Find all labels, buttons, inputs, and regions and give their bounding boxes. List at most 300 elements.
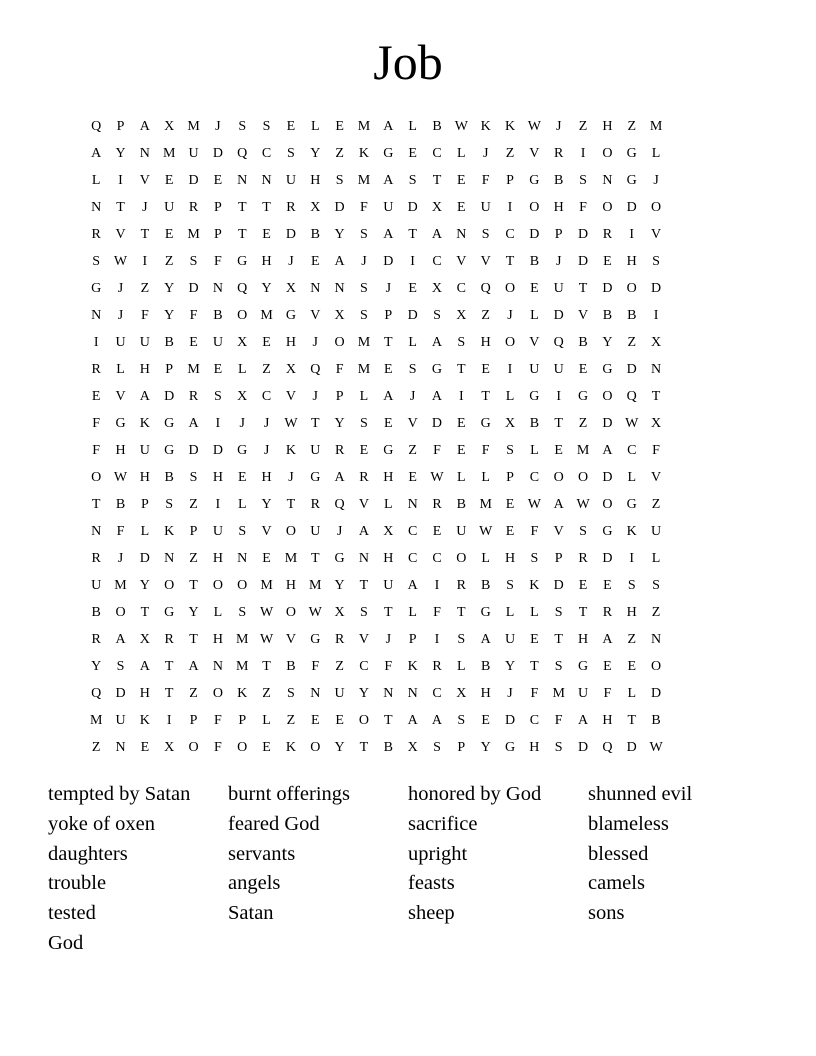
grid-letter: U bbox=[553, 362, 564, 377]
grid-letter: Y bbox=[261, 497, 272, 512]
grid-letter: Z bbox=[651, 497, 661, 512]
grid-letter: Q bbox=[553, 335, 564, 350]
grid-letter: U bbox=[383, 200, 394, 215]
grid-letter: B bbox=[164, 335, 174, 350]
grid-letter: T bbox=[237, 227, 247, 242]
grid-letter: M bbox=[357, 173, 371, 188]
grid-letter: I bbox=[166, 713, 172, 728]
grid-letter: H bbox=[285, 578, 296, 593]
grid-row bbox=[84, 275, 732, 302]
grid-letter: Z bbox=[164, 254, 174, 269]
grid-letter: O bbox=[164, 578, 175, 593]
grid-letter: E bbox=[164, 227, 174, 242]
grid-letter: E bbox=[359, 443, 369, 458]
grid-letter: U bbox=[651, 524, 662, 539]
grid-letter: F bbox=[554, 713, 563, 728]
grid-letter: G bbox=[626, 497, 637, 512]
grid-letter: E bbox=[603, 578, 612, 593]
grid-letter: F bbox=[213, 713, 222, 728]
grid-letter: I bbox=[629, 551, 635, 566]
grid-letter: R bbox=[188, 389, 199, 404]
grid-letter: J bbox=[385, 281, 392, 296]
grid-letter: G bbox=[626, 146, 637, 161]
grid-letter: G bbox=[164, 443, 175, 458]
grid-letter: L bbox=[651, 551, 661, 566]
grid-letter: Z bbox=[262, 686, 271, 701]
grid-letter: I bbox=[507, 200, 513, 215]
grid-letter: G bbox=[577, 389, 589, 404]
grid-letter: C bbox=[529, 470, 540, 485]
grid-letter: G bbox=[529, 389, 540, 404]
grid-letter: P bbox=[384, 308, 393, 323]
grid-letter: A bbox=[383, 119, 394, 134]
grid-letter: A bbox=[383, 173, 394, 188]
grid-letter: H bbox=[261, 254, 272, 269]
grid-letter: D bbox=[626, 200, 637, 215]
grid-letter: Z bbox=[91, 740, 101, 755]
grid-letter: J bbox=[409, 389, 416, 404]
grid-letter: S bbox=[360, 416, 368, 431]
grid-letter: T bbox=[578, 605, 588, 620]
grid-letter: T bbox=[286, 497, 296, 512]
grid-letter: O bbox=[237, 578, 248, 593]
grid-letter: S bbox=[360, 605, 368, 620]
grid-letter: N bbox=[383, 686, 394, 701]
grid-letter: V bbox=[407, 416, 418, 431]
grid-row bbox=[84, 437, 732, 464]
grid-letter: T bbox=[432, 173, 442, 188]
grid-letter: T bbox=[554, 416, 563, 431]
grid-letter: X bbox=[504, 416, 516, 431]
grid-letter: D bbox=[285, 227, 296, 242]
grid-letter: F bbox=[116, 524, 125, 539]
grid-letter: A bbox=[115, 632, 126, 647]
grid-letter: W bbox=[430, 470, 444, 485]
grid-letter: K bbox=[480, 119, 491, 134]
grid-letter: Y bbox=[261, 281, 272, 296]
grid-letter: O bbox=[651, 659, 662, 674]
grid-letter: V bbox=[115, 227, 126, 242]
grid-letter: C bbox=[407, 551, 418, 566]
grid-letter: G bbox=[310, 632, 321, 647]
grid-letter: F bbox=[603, 686, 612, 701]
word-list-item: upright bbox=[408, 842, 468, 865]
grid-letter: H bbox=[115, 443, 126, 458]
grid-letter: M bbox=[479, 497, 492, 512]
grid-letter: R bbox=[91, 632, 101, 647]
grid-letter: H bbox=[285, 335, 296, 350]
grid-letter: Y bbox=[334, 740, 345, 755]
grid-letter: R bbox=[91, 362, 101, 377]
grid-letter: S bbox=[238, 524, 247, 539]
grid-letter: V bbox=[358, 497, 370, 512]
grid-letter: S bbox=[554, 605, 563, 620]
grid-letter: M bbox=[260, 308, 273, 323]
grid-letter: B bbox=[213, 308, 223, 323]
grid-letter: D bbox=[651, 686, 662, 701]
grid-letter: A bbox=[577, 713, 589, 728]
grid-letter: W bbox=[113, 470, 128, 485]
grid-letter: N bbox=[237, 173, 248, 188]
grid-letter: T bbox=[578, 281, 588, 296]
grid-letter: J bbox=[555, 119, 562, 134]
grid-letter: D bbox=[602, 416, 613, 431]
grid-letter: E bbox=[505, 524, 515, 539]
grid-letter: C bbox=[456, 281, 466, 296]
grid-letter: J bbox=[482, 146, 489, 161]
grid-letter: R bbox=[164, 632, 174, 647]
page-title: Job bbox=[373, 34, 443, 90]
grid-letter: V bbox=[310, 308, 321, 323]
grid-letter: E bbox=[213, 362, 223, 377]
grid-letter: H bbox=[529, 740, 540, 755]
grid-letter: X bbox=[651, 416, 662, 431]
grid-letter: L bbox=[530, 605, 539, 620]
grid-letter: G bbox=[164, 605, 175, 620]
grid-letter: O bbox=[310, 740, 321, 755]
grid-letter: G bbox=[529, 173, 540, 188]
grid-letter: N bbox=[358, 551, 370, 566]
grid-letter: C bbox=[432, 686, 442, 701]
grid-row bbox=[84, 599, 732, 626]
grid-letter: S bbox=[213, 389, 222, 404]
grid-letter: I bbox=[93, 335, 99, 350]
grid-letter: X bbox=[310, 200, 321, 215]
grid-letter: F bbox=[530, 686, 539, 701]
grid-letter: X bbox=[456, 686, 467, 701]
grid-letter: M bbox=[236, 632, 249, 647]
grid-row bbox=[84, 545, 732, 572]
grid-letter: F bbox=[140, 308, 149, 323]
grid-letter: A bbox=[188, 416, 199, 431]
grid-letter: S bbox=[433, 740, 441, 755]
grid-letter: N bbox=[212, 659, 223, 674]
grid-letter: T bbox=[189, 578, 198, 593]
grid-letter: P bbox=[189, 524, 198, 539]
word-list-item: yoke of oxen bbox=[48, 812, 156, 835]
grid-letter: Z bbox=[481, 308, 490, 323]
grid-letter: N bbox=[139, 146, 150, 161]
grid-letter: F bbox=[213, 254, 222, 269]
grid-letter: E bbox=[384, 362, 393, 377]
grid-letter: J bbox=[288, 470, 294, 485]
grid-letter: F bbox=[335, 362, 344, 377]
grid-row bbox=[84, 491, 732, 518]
grid-letter: T bbox=[164, 659, 174, 674]
grid-letter: F bbox=[433, 443, 441, 458]
grid-letter: L bbox=[213, 605, 223, 620]
grid-letter: H bbox=[212, 632, 223, 647]
grid-letter: E bbox=[530, 632, 539, 647]
grid-letter: S bbox=[554, 740, 563, 755]
grid-letter: D bbox=[602, 470, 613, 485]
grid-letter: S bbox=[287, 686, 295, 701]
grid-letter: H bbox=[261, 470, 272, 485]
grid-letter: P bbox=[140, 497, 149, 512]
grid-letter: O bbox=[602, 389, 613, 404]
grid-letter: E bbox=[262, 740, 271, 755]
grid-letter: O bbox=[212, 686, 223, 701]
grid-letter: C bbox=[505, 227, 515, 242]
grid-letter: S bbox=[360, 227, 368, 242]
word-list-item: blameless bbox=[588, 812, 669, 835]
grid-letter: S bbox=[506, 578, 514, 593]
word-list-item: burnt offerings bbox=[228, 783, 351, 805]
grid-letter: I bbox=[142, 254, 148, 269]
grid-letter: D bbox=[212, 443, 223, 458]
word-list-item: sheep bbox=[408, 902, 455, 925]
grid-letter: Y bbox=[91, 659, 102, 674]
grid-letter: W bbox=[576, 497, 590, 512]
grid-letter: N bbox=[407, 686, 418, 701]
grid-letter: N bbox=[456, 227, 467, 242]
grid-letter: V bbox=[553, 524, 564, 539]
grid-letter: H bbox=[504, 551, 516, 566]
grid-letter: S bbox=[335, 173, 344, 188]
grid-letter: R bbox=[334, 443, 345, 458]
grid-letter: Y bbox=[139, 578, 150, 593]
grid-letter: B bbox=[529, 416, 540, 431]
grid-letter: D bbox=[651, 281, 662, 296]
grid-letter: H bbox=[383, 470, 394, 485]
grid-letter: Z bbox=[408, 443, 417, 458]
word-list-item: camels bbox=[588, 872, 645, 895]
grid-letter: P bbox=[213, 200, 222, 215]
grid-letter: E bbox=[578, 362, 588, 377]
grid-letter: G bbox=[91, 281, 102, 296]
grid-letter: C bbox=[432, 254, 442, 269]
grid-letter: E bbox=[432, 524, 442, 539]
letter-grid bbox=[84, 113, 732, 761]
grid-letter: A bbox=[602, 443, 613, 458]
grid-letter: Z bbox=[140, 281, 150, 296]
grid-letter: V bbox=[577, 308, 589, 323]
grid-letter: S bbox=[481, 227, 490, 242]
grid-letter: E bbox=[140, 740, 150, 755]
grid-letter: A bbox=[431, 335, 443, 350]
grid-letter: W bbox=[454, 119, 468, 134]
grid-letter: O bbox=[602, 497, 613, 512]
word-list-item: angels bbox=[228, 872, 281, 895]
grid-row bbox=[84, 653, 732, 680]
grid-letter: L bbox=[457, 146, 466, 161]
grid-letter: L bbox=[457, 659, 466, 674]
grid-letter: U bbox=[164, 200, 175, 215]
grid-letter: X bbox=[456, 308, 467, 323]
grid-letter: J bbox=[555, 254, 562, 269]
grid-letter: O bbox=[285, 605, 296, 620]
grid-letter: W bbox=[527, 119, 541, 134]
grid-letter: S bbox=[627, 578, 636, 593]
grid-letter: A bbox=[407, 713, 418, 728]
grid-letter: M bbox=[357, 119, 371, 134]
grid-letter: Z bbox=[627, 335, 637, 350]
grid-letter: T bbox=[310, 551, 320, 566]
grid-letter: J bbox=[117, 281, 124, 296]
grid-letter: U bbox=[139, 443, 150, 458]
grid-letter: B bbox=[529, 254, 540, 269]
grid-letter: F bbox=[530, 524, 539, 539]
grid-letter: U bbox=[139, 335, 150, 350]
grid-letter: S bbox=[238, 119, 247, 134]
grid-letter: I bbox=[458, 389, 464, 404]
grid-letter: J bbox=[653, 173, 659, 188]
grid-letter: Y bbox=[602, 335, 613, 350]
grid-letter: T bbox=[237, 200, 247, 215]
grid-letter: U bbox=[334, 686, 345, 701]
grid-letter: E bbox=[457, 173, 466, 188]
grid-letter: G bbox=[504, 740, 516, 755]
grid-letter: W bbox=[284, 416, 298, 431]
grid-letter: R bbox=[286, 200, 296, 215]
grid-letter: L bbox=[116, 362, 125, 377]
grid-letter: U bbox=[91, 578, 102, 593]
grid-letter: Y bbox=[358, 686, 370, 701]
grid-letter: L bbox=[505, 605, 515, 620]
grid-letter: R bbox=[91, 551, 101, 566]
grid-letter: F bbox=[311, 659, 320, 674]
grid-letter: H bbox=[553, 200, 564, 215]
grid-letter: X bbox=[164, 740, 175, 755]
grid-letter: J bbox=[312, 389, 318, 404]
grid-letter: U bbox=[212, 335, 223, 350]
grid-letter: L bbox=[651, 146, 661, 161]
grid-letter: E bbox=[164, 173, 174, 188]
grid-letter: S bbox=[506, 443, 514, 458]
grid-letter: Q bbox=[91, 686, 102, 701]
grid-letter: H bbox=[139, 686, 150, 701]
grid-letter: F bbox=[360, 200, 368, 215]
grid-letter: S bbox=[457, 335, 466, 350]
grid-letter: J bbox=[312, 335, 318, 350]
grid-letter: B bbox=[602, 308, 613, 323]
grid-letter: D bbox=[188, 173, 199, 188]
grid-letter: L bbox=[408, 605, 417, 620]
grid-letter: D bbox=[334, 200, 345, 215]
grid-letter: M bbox=[649, 119, 663, 134]
grid-letter: P bbox=[116, 119, 125, 134]
grid-letter: H bbox=[602, 713, 613, 728]
grid-letter: S bbox=[360, 308, 368, 323]
word-list-item: God bbox=[48, 931, 84, 954]
grid-letter: X bbox=[285, 281, 296, 296]
grid-letter: H bbox=[626, 605, 637, 620]
grid-letter: K bbox=[529, 578, 540, 593]
grid-letter: B bbox=[164, 470, 174, 485]
grid-letter: D bbox=[577, 740, 589, 755]
grid-letter: A bbox=[431, 713, 443, 728]
grid-row bbox=[84, 626, 732, 653]
grid-row bbox=[84, 167, 732, 194]
grid-letter: L bbox=[262, 713, 271, 728]
grid-letter: Z bbox=[189, 686, 198, 701]
grid-row bbox=[84, 734, 732, 761]
grid-letter: U bbox=[529, 362, 540, 377]
word-list-item: Satan bbox=[228, 902, 274, 925]
grid-letter: A bbox=[139, 659, 150, 674]
grid-letter: S bbox=[408, 173, 417, 188]
grid-letter: O bbox=[456, 551, 467, 566]
grid-letter: X bbox=[334, 308, 345, 323]
grid-letter: J bbox=[263, 443, 270, 458]
grid-letter: I bbox=[507, 362, 513, 377]
grid-letter: M bbox=[236, 659, 249, 674]
grid-letter: D bbox=[553, 578, 564, 593]
grid-letter: A bbox=[480, 632, 491, 647]
grid-letter: A bbox=[334, 254, 345, 269]
grid-letter: I bbox=[580, 146, 586, 161]
grid-letter: P bbox=[335, 389, 344, 404]
grid-letter: E bbox=[310, 254, 320, 269]
word-list-item: sacrifice bbox=[408, 812, 478, 835]
grid-letter: S bbox=[457, 713, 466, 728]
grid-letter: S bbox=[408, 362, 417, 377]
grid-letter: X bbox=[164, 119, 175, 134]
grid-letter: T bbox=[384, 605, 393, 620]
grid-letter: E bbox=[457, 416, 466, 431]
grid-letter: L bbox=[237, 497, 247, 512]
grid-letter: S bbox=[189, 254, 198, 269]
grid-letter: R bbox=[432, 497, 442, 512]
grid-letter: L bbox=[457, 470, 466, 485]
word-list-item: daughters bbox=[48, 842, 128, 865]
grid-letter: L bbox=[237, 362, 247, 377]
grid-letter: W bbox=[259, 632, 274, 647]
grid-letter: D bbox=[602, 281, 613, 296]
grid-letter: H bbox=[602, 119, 613, 134]
grid-letter: E bbox=[384, 416, 393, 431]
grid-letter: A bbox=[91, 146, 102, 161]
grid-letter: E bbox=[189, 335, 198, 350]
grid-letter: F bbox=[92, 416, 101, 431]
grid-letter: H bbox=[212, 551, 223, 566]
grid-letter: V bbox=[456, 254, 467, 269]
grid-letter: L bbox=[91, 173, 101, 188]
grid-letter: E bbox=[262, 335, 271, 350]
grid-letter: Z bbox=[627, 119, 637, 134]
grid-letter: U bbox=[115, 713, 126, 728]
word-list-item: sons bbox=[588, 902, 625, 925]
grid-letter: W bbox=[259, 605, 274, 620]
grid-letter: D bbox=[383, 254, 394, 269]
grid-letter: W bbox=[479, 524, 493, 539]
grid-letter: J bbox=[385, 632, 392, 647]
grid-letter: N bbox=[115, 740, 126, 755]
grid-letter: N bbox=[91, 524, 102, 539]
grid-letter: L bbox=[384, 497, 393, 512]
grid-letter: R bbox=[602, 605, 613, 620]
grid-row bbox=[84, 302, 732, 329]
grid-letter: P bbox=[457, 740, 466, 755]
grid-row bbox=[84, 248, 732, 275]
grid-letter: V bbox=[285, 389, 296, 404]
grid-letter: L bbox=[530, 443, 539, 458]
grid-letter: O bbox=[91, 470, 102, 485]
word-list-item: feasts bbox=[408, 872, 455, 895]
grid-letter: A bbox=[431, 389, 443, 404]
grid-letter: O bbox=[358, 713, 370, 728]
grid-letter: S bbox=[262, 119, 271, 134]
grid-letter: R bbox=[432, 659, 442, 674]
grid-letter: P bbox=[408, 632, 417, 647]
grid-letter: T bbox=[408, 227, 417, 242]
grid-letter: Z bbox=[651, 605, 661, 620]
grid-row bbox=[84, 194, 732, 221]
grid-letter: G bbox=[237, 443, 248, 458]
grid-letter: I bbox=[653, 308, 659, 323]
grid-letter: Q bbox=[310, 362, 321, 377]
grid-letter: G bbox=[480, 416, 491, 431]
